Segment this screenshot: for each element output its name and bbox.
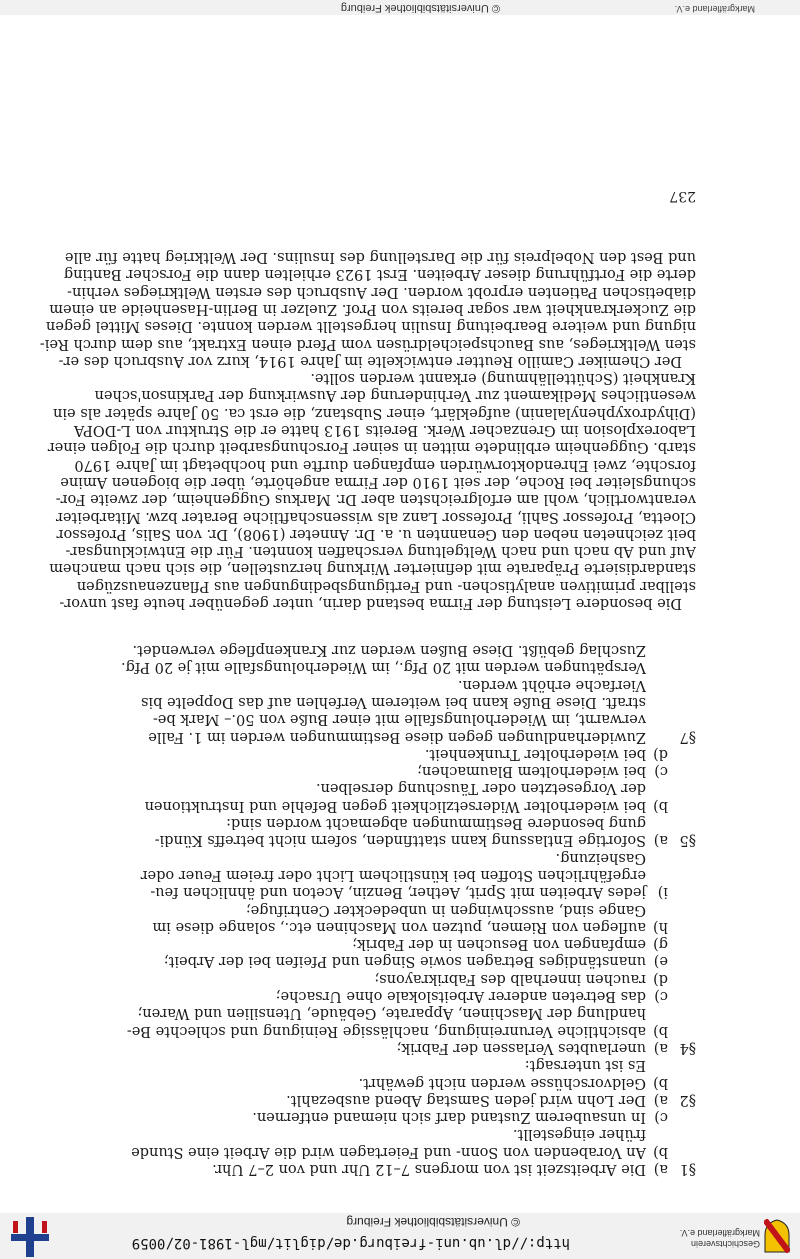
- rule-text: empfangen von Besuchen in der Fabrik;: [352, 936, 646, 953]
- rule-text: Die Arbeitszeit ist von morgens 7–12 Uhr und von 2–7 Uhr.: [212, 1161, 646, 1177]
- item-label: e): [653, 953, 668, 970]
- rule-line: [104, 1142, 696, 1159]
- section-mark: §2: [679, 1091, 696, 1108]
- paragraph-line: verantwortlich, wohl am erfolgreichsten aber Dr. Markus Guggenheim, der zweite For-: [55, 491, 696, 508]
- section-mark: §4: [679, 1039, 696, 1056]
- rule-text: gung besondere Bestimmungen abgemacht worden sind:: [226, 815, 646, 832]
- paragraph-line: Die besondere Leistung der Firma bestand darin, unter gegenüber heute fast unvor-: [59, 595, 682, 611]
- paragraph-line: Krankheit (Schüttellähmung) erkannt werden sollte.: [310, 370, 696, 387]
- rule-text: Vierfache erhöht werden.: [457, 676, 646, 693]
- rule-line: [104, 1108, 696, 1125]
- paragraph-line: starb. Guggenheim erblindete mitten in seiner Forschungsarbeit durch die Folgen einer: [47, 439, 696, 456]
- society-name: Geschichtsverein Markgräflerland e.V.: [679, 1228, 760, 1249]
- rule-text: ergefährlichen Stoffen bei künstlichem Licht oder freiem Feuer oder: [140, 866, 646, 883]
- document-url[interactable]: http://dl.ub.uni-freiburg.de/diglit/mgl-1981-02/0059: [131, 1235, 570, 1251]
- rule-line: [104, 1125, 696, 1142]
- paragraph-line: nigung und weitere Bearbeitung Insulin hergestellt werden konnte. Dieses Mittel gegen: [45, 318, 696, 335]
- rule-text: Sofortige Entlassung kann stattfinden, sofern nicht betreffs Kündi-: [154, 832, 646, 849]
- rule-line: [104, 1056, 696, 1073]
- item-label: c): [654, 763, 668, 780]
- rule-line: [104, 693, 696, 710]
- paragraph-line: wesentliches Medikament zur Verhinderung der Auswirkung der Parkinson'schen: [94, 387, 696, 404]
- rule-text: jedes Arbeiten mit Sprit, Aether, Benzin, Aceton und ähnlichen feu-: [150, 884, 646, 901]
- rule-line: [104, 762, 696, 779]
- paragraph-line: Auf und Ab nach und nach Weltgeltung verschaffen konnten. Für die Entwicklungsar-: [65, 543, 696, 560]
- paragraph-line: schungsleiter bei Roche, der seit 1910 der Firma angehörte, über die biogenen Amine: [60, 473, 696, 490]
- rule-text: unerlaubtes Verlassen der Fabrik;: [396, 1039, 646, 1056]
- section-mark: §5: [679, 832, 696, 849]
- rule-line: [104, 1073, 696, 1090]
- rule-text: unanständiges Betragen sowie Singen und Pfeifen bei der Arbeit;: [163, 953, 646, 970]
- rule-line: [104, 866, 696, 883]
- item-label: a): [653, 1161, 668, 1177]
- item-label: c): [654, 1109, 668, 1126]
- rule-line: [104, 814, 696, 831]
- rule-text: das Betreten anderer Arbeitslokale ohne Ursache;: [275, 988, 646, 1005]
- rule-text: auflegen von Riemen, putzen von Maschinen etc., solange diese im: [152, 918, 646, 935]
- work-rules-list: [104, 641, 696, 1177]
- rule-line: [104, 987, 696, 1004]
- copyright-notice: © Universitätsbibliothek Freiburg: [346, 1215, 520, 1229]
- paragraph-line: stellbar primitiven analytischen- und Fertigungsbedingungen aus Pflanzenauszügen: [76, 577, 696, 594]
- item-label: d): [653, 745, 668, 762]
- paragraph-line: beit zeichneten neben den Genannten u. a. Dr. Anneter (1908), Dr. von Salis, Professor: [56, 525, 696, 542]
- rule-text: An Vorabenden von Sonn- und Feiertagen wird die Arbeit eine Stunde: [131, 1143, 646, 1160]
- rule-line: [104, 831, 696, 848]
- paragraph-line: die Zuckerkrankheit war sogar bereits von Prof. Zuelzer in Berlin-Hasenheide an einem: [49, 300, 696, 317]
- rule-text: Zuwiderhandlungen gegen diese Bestimmungen werden im 1. Falle: [148, 728, 646, 745]
- paragraph-line: standardisierte Präparate mit definierter Wirkung herzustellen, die sich nach manchem: [49, 560, 696, 577]
- rule-text: Verspätungen werden mit 20 Pfg., im Wiederholungsfalle mit je 20 Pfg.: [120, 659, 646, 676]
- paragraph-line: Der Chemiker Camillo Reutter entwickelte im Jahre 1914, kurz vor Ausbruch des er-: [58, 352, 682, 369]
- item-label: b): [653, 1074, 668, 1091]
- rule-text: bei wiederholtem Blaumachen;: [417, 763, 646, 780]
- rule-text: In unsauberem Zustand darf sich niemand entfernen.: [252, 1109, 646, 1126]
- rule-text: verwarnt, im Wiederholungsfalle mit einer Buße von 50.– Mark be-: [152, 711, 646, 728]
- rule-text: Geldvorschüsse werden nicht gewährt.: [358, 1074, 646, 1091]
- rule-line: [104, 779, 696, 796]
- rule-text: bei wiederholter Widersetzlichkeit gegen Befehle und Instruktionen: [144, 797, 646, 814]
- rule-line: [104, 969, 696, 986]
- rule-text: früher eingestellt.: [512, 1126, 646, 1143]
- footer-society: Markgräflerland e.V.: [674, 4, 755, 14]
- item-label: i): [657, 884, 668, 901]
- viewer-footer-band: [0, 0, 800, 15]
- footer-copyright: © Universitätsbibliothek Freiburg: [340, 2, 500, 14]
- rule-text: bei wiederholter Trunkenheit.: [424, 745, 646, 762]
- item-label: b): [653, 1143, 668, 1160]
- rule-line: [104, 848, 696, 865]
- rule-line: [104, 918, 696, 935]
- rule-line: [104, 641, 696, 658]
- paragraph-line: und Best den Nobelpreis für die Darstellung des Insulins. Der Weltkrieg hatte für alle: [64, 249, 696, 266]
- item-label: d): [653, 970, 668, 987]
- body-text: [39, 248, 696, 611]
- paragraph-line: derte die Fortführung dieser Arbeiten. Erst 1923 erhielten dann die Forscher Banting: [63, 266, 696, 283]
- rule-line: [104, 952, 696, 969]
- rule-line: [104, 675, 696, 692]
- item-label: c): [654, 988, 668, 1005]
- rule-text: Es ist untersagt:: [524, 1057, 646, 1074]
- rule-line: [104, 1004, 696, 1021]
- rule-text: der Vorgesetzten oder Täuschung derselben.: [315, 780, 646, 797]
- rule-text: Gange sind, ausschwingen in unbedeckter Centrifuge;: [245, 901, 646, 918]
- rule-text: rauchen innerhalb des Fabrikrayons;: [374, 970, 646, 987]
- item-label: a): [653, 832, 668, 849]
- item-label: b): [653, 797, 668, 814]
- page-number: 237: [669, 188, 696, 204]
- paragraph-line: forschte, zwei Ehrendoktorwürden empfangen durfte und hochbetagt im Jahre 1970: [74, 456, 696, 473]
- paragraph-line: Laborexplosion im Grenzacher Werk. Bereits 1913 hatte er die Struktur von L-DOPA: [73, 422, 696, 439]
- paragraph-line: diabetischen Patienten erprobt worden. Der Ausbruch des ersten Weltkrieges verhin-: [67, 283, 696, 300]
- rule-text: Der Lohn wird jeden Samstag Abend ausbezahlt.: [286, 1091, 646, 1108]
- rule-line: [104, 935, 696, 952]
- coat-of-arms-logo: [764, 1219, 790, 1253]
- rule-line: [104, 1160, 696, 1177]
- university-logo: [5, 1217, 55, 1257]
- rule-line: [104, 900, 696, 917]
- rule-line: [104, 1091, 696, 1108]
- rule-line: [104, 883, 696, 900]
- item-label: g): [653, 936, 668, 953]
- rule-text: handlung der Maschinen, Apparate, Gebäude, Utensilien und Waren;: [137, 1005, 646, 1022]
- rule-text: Zuschlag gebüßt. Diese Bußen werden zur Krankenpflege verwendet.: [132, 642, 646, 659]
- section-mark: §7: [679, 728, 696, 745]
- rule-line: [104, 727, 696, 744]
- rule-line: [104, 796, 696, 813]
- section-mark: §1: [679, 1161, 696, 1177]
- paragraph-line: (Dihydroxyphenylalanin) aufgeklärt, einer Substanz, die erst ca. 50 Jahre später als ein: [53, 404, 696, 421]
- rule-text: absichtliche Verunreinigung, nachlässige Reinigung und schlechte Be-: [126, 1022, 646, 1039]
- rule-text: straft. Diese Buße kann bei weiterem Verfehlen auf das Doppelte bis: [141, 693, 646, 710]
- rule-text: Gasheizung.: [555, 849, 646, 866]
- rule-line: [104, 1039, 696, 1056]
- item-label: b): [653, 1022, 668, 1039]
- rule-line: [104, 745, 696, 762]
- paragraph-line: sten Weltkrieges, aus Bauchspeicheldrüsen vom Pferd einen Extrakt, aus dem durch Rei-: [39, 335, 696, 352]
- item-label: a): [653, 1091, 668, 1108]
- item-label: h): [653, 918, 668, 935]
- rule-line: [104, 1021, 696, 1038]
- paragraph-line: Cloetta, Professor Sahli, Professor Lanz als wissenschaftliche Berater bzw. Mitarbeiter: [55, 508, 696, 525]
- rule-line: [104, 658, 696, 675]
- viewer-header-band: [0, 1213, 800, 1259]
- rule-line: [104, 710, 696, 727]
- item-label: a): [653, 1039, 668, 1056]
